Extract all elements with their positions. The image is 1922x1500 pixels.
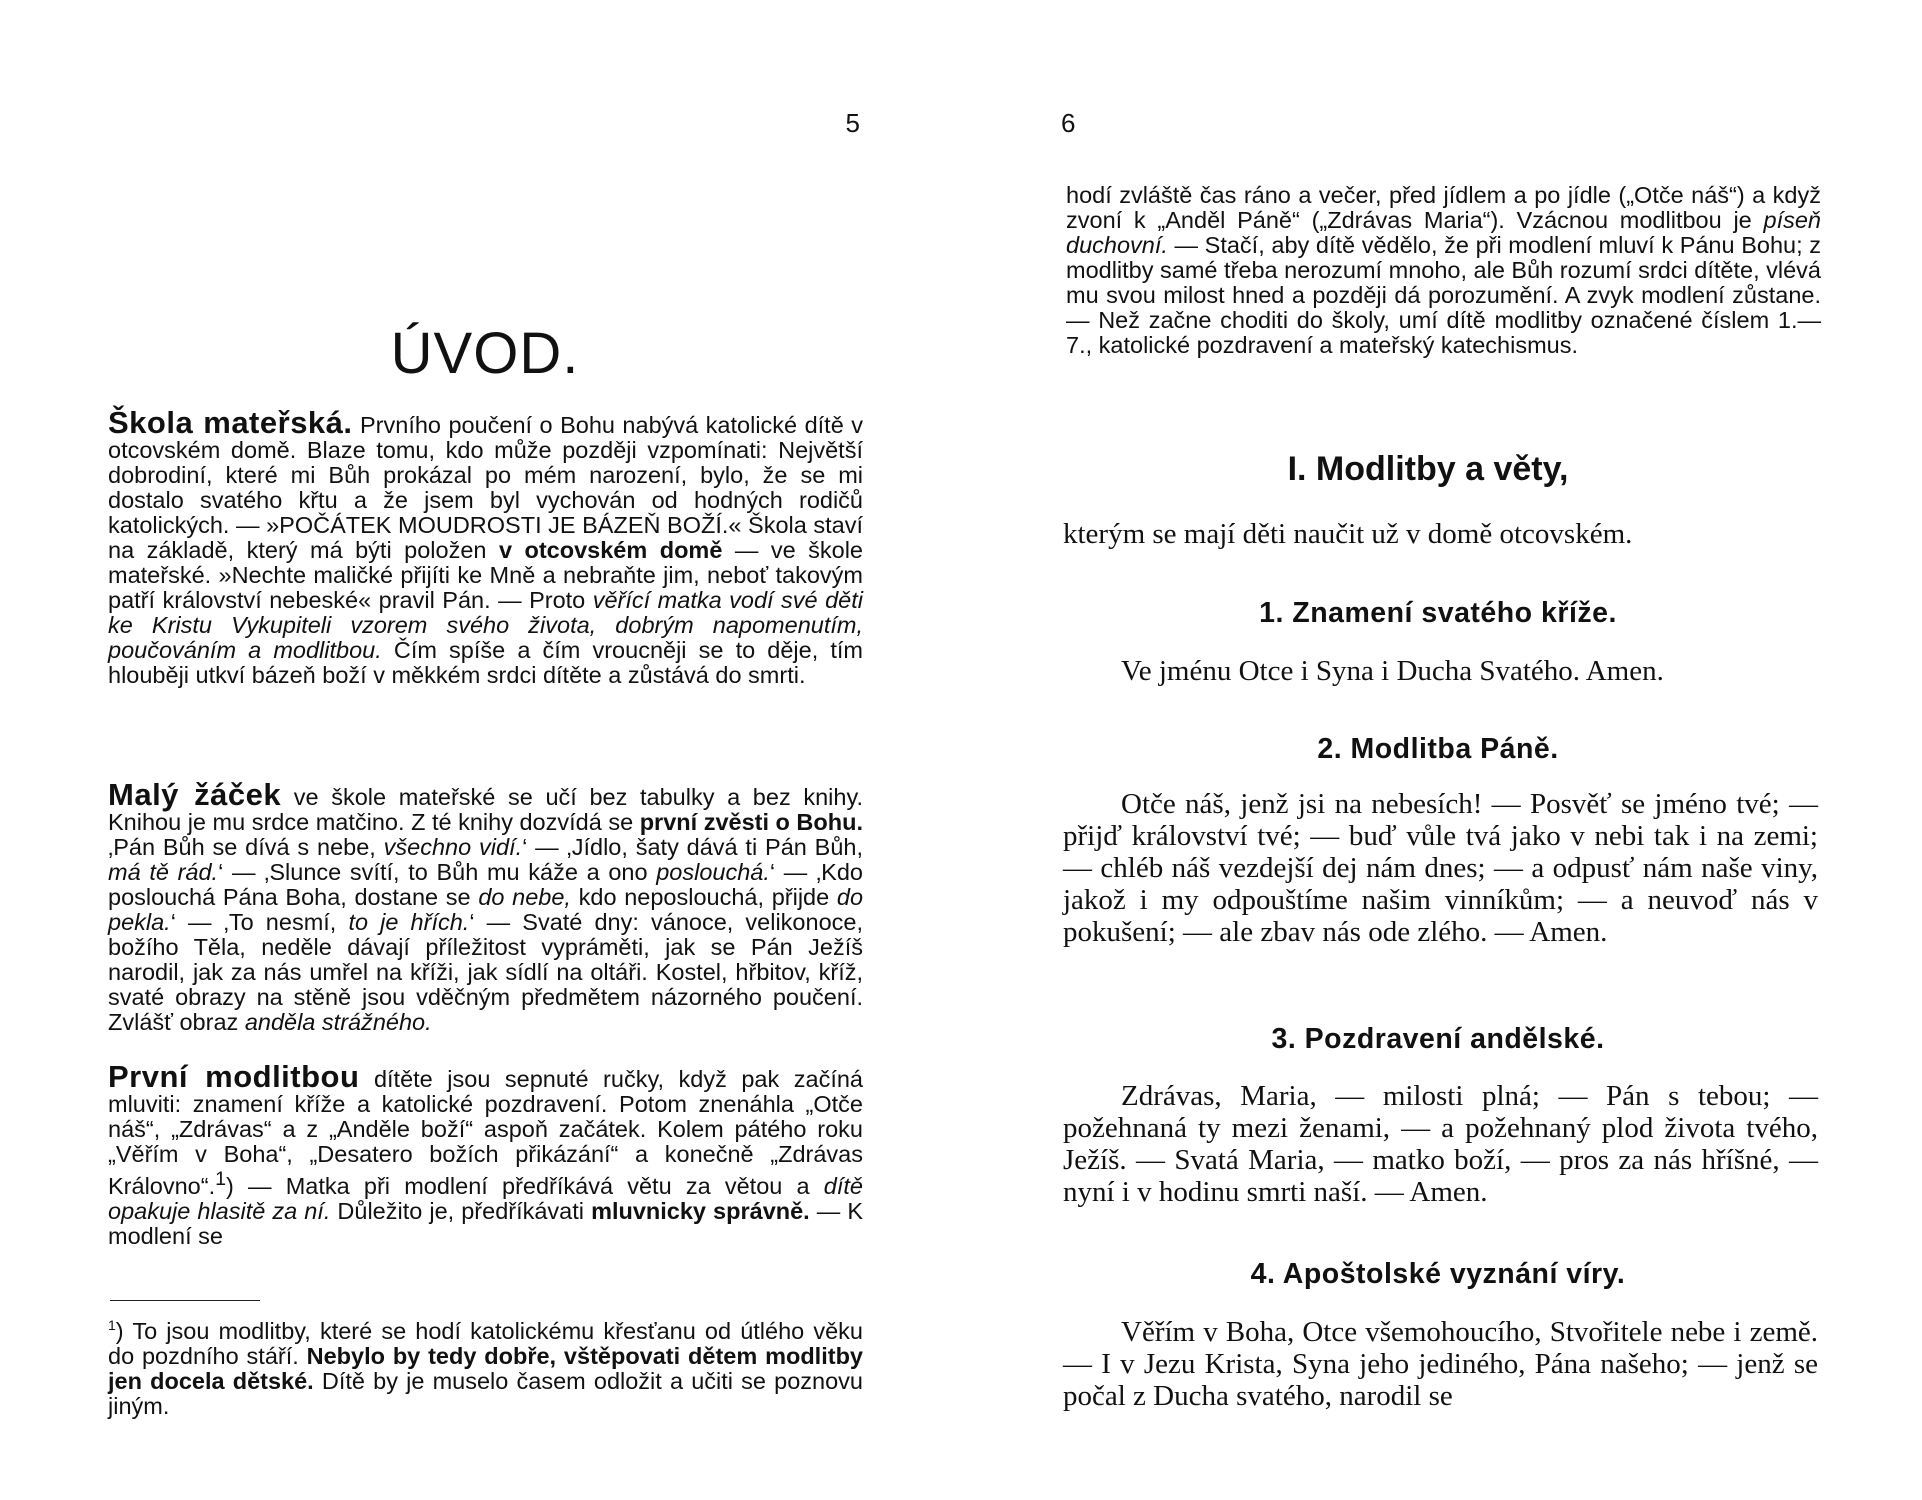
paragraph-text: ‘ — ‚Slunce svítí, to Bůh mu káže a ono: [218, 859, 657, 885]
paragraph-text: ve škole mateřské se učí bez tabulky a bez knihy. Knihou je mu srdce matčino. Z té knihy dozvídá se: [108, 784, 863, 835]
section-subtitle: kterým se mají děti naučit už v domě otcovském.: [1063, 518, 1633, 550]
page-number: 5: [845, 108, 860, 138]
paragraph-text: ‘ — ‚To nesmí,: [170, 909, 349, 935]
right-page: [1058, 0, 1821, 1500]
paragraph-text: ‘ — ‚Jídlo, šaty dává ti Pán Bůh,: [522, 834, 864, 860]
paragraph-text: ‘ — ‚Kdo poslouchá Pána Boha, dostane se: [108, 859, 863, 910]
emphasis-bold: mluvnicky správně.: [591, 1197, 810, 1224]
emphasis-italic: věřící matka vodí své děti ke Kristu Vykupiteli vzorem svého života, dobrým napomenutím, poučováním a modlitbou.: [108, 587, 863, 663]
emphasis-bold: první zvěsti o Bohu.: [639, 809, 863, 835]
emphasis-italic: má tě rád.: [108, 859, 219, 885]
prayer-heading: 4. Apoštolské vyznání víry.: [1250, 1258, 1626, 1290]
footnote: [108, 1313, 863, 1419]
prayer-text: [1063, 655, 1818, 687]
paragraph-text: — Stačí, aby dítě vědělo, že při modlení mluví k Pánu Bohu; z modlitby samé třeba nerozumí mnoho, ale Bůh rozumí srdci dítěte, vlévá mu svou milost hned a později dá porozumění. A zvyk modlení zůstane. — Než začne choditi do školy, umí dítě modlitby označené číslem 1.—7., katolické pozdravení a mateřský katechismus.: [1066, 232, 1821, 358]
prayer-heading: 1. Znamení svatého kříže.: [1259, 597, 1617, 629]
page-number: 6: [1061, 108, 1076, 138]
paragraph-prvni-modlitbou: [108, 1059, 863, 1249]
paragraph-text: hodí zvláště čas ráno a večer, před jídlem a po jídle („Otče náš“) a když zvoní k „Anděl Páně“ („Zdrávas Maria“). Vzácnou modlitbou je: [1066, 182, 1821, 233]
prayer-body: Ve jménu Otce i Syna i Ducha Svatého. Amen.: [1121, 655, 1664, 687]
emphasis-italic: do pekla.: [108, 884, 864, 935]
paragraph-text: ) — Matka při modlení předříkává větu za větou a: [226, 1172, 824, 1199]
prayer-text: [1063, 788, 1818, 948]
paragraph-skola-materska: [108, 405, 863, 688]
prayer-body: Věřím v Boha, Otce všemohoucího, Stvořitele nebe i země. — I v Jezu Krista, Syna jeho jediného, Pána našeho; — jenž se počal z Ducha svatého, narodil se: [1063, 1316, 1818, 1412]
paragraph-text: Čím spíše a čím vroucněji se to děje, tím hlouběji utkví bázeň boží v měkkém srdci dítěte a zůstává do smrti.: [108, 637, 863, 688]
prayer-heading: 2. Modlitba Páně.: [1317, 733, 1559, 765]
paragraph-text: kdo neposlouchá, přijde: [570, 884, 837, 910]
prayer-text: [1063, 1316, 1818, 1412]
paragraph-text: « Škola staví na základě, který má býti položen: [108, 512, 863, 563]
footnote-marker: 1: [108, 1317, 116, 1333]
prayer-body: Zdrávas, Maria, — milosti plná; — Pán s tebou; — požehnaná ty mezi ženami, — a požehnaný plod života tvého, Ježíš. — Svatá Maria, — matko boží, — pros za nás hříšné, — nyní i v hodinu smrti naší. — Amen.: [1063, 1080, 1818, 1208]
prayer-body: Otče náš, jenž jsi na nebesích! — Posvěť se jméno tvé; — přijď království tvé; — buď vůle tvá jako v nebi tak i na zemi; — chléb náš vezdejší dej nám dnes; — a odpusť nám naše viny, jakož i my odpouštíme našim vinníkům; — a neuvoď nás v pokušení; — ale zbav nás ode zlého. — Amen.: [1063, 788, 1818, 948]
emphasis-italic: do nebe,: [478, 884, 571, 910]
paragraph-continuation: [1066, 183, 1821, 358]
emphasis-italic: poslouchá.: [656, 859, 770, 885]
emphasis-bold: Nebylo by tedy dobře, vštěpovati dětem modlitby jen docela dětské.: [108, 1342, 863, 1394]
paragraph-text: Důležito je, předříkávati: [330, 1197, 592, 1224]
paragraph-text: dítěte jsou sepnuté ručky, když pak začíná mluviti: znamení kříže a katolické pozdravení. Potom znenáhla „Otče náš“, „Zdrávas“ a z „Anděle boží“ aspoň začátek. Kolem pátého roku „Věřím v Boha“, „Desatero božích přikázání“ a konečně „Zdrávas Královno“.: [108, 1066, 863, 1199]
emphasis-italic: všechno vidí.: [383, 834, 523, 860]
footnote-text: Dítě by je muselo časem odložit a učiti se poznovu jiným.: [108, 1367, 863, 1419]
paragraph-lead: Malý žáček: [108, 777, 282, 812]
paragraph-text: ‘ — Svaté dny: vánoce, velikonoce, božího Těla, neděle dávají příležitost vypráměti, jak se Pán Ježíš narodil, jak za nás umřel na kříži, jak sídlí na oltáři. Kostel, hřbitov, kříž, svaté obrazy na stěně jsou vděčným předmětem názorného poučení. Zvlášť obraz: [108, 909, 863, 1035]
paragraph-lead: Škola mateřská.: [108, 405, 353, 440]
prayer-text: [1063, 1080, 1818, 1208]
emphasis-bold: v otcovském domě: [498, 537, 723, 563]
section-heading: I. Modlitby a věty,: [1287, 450, 1569, 488]
emphasis-italic: dítě opakuje hlasitě za ní.: [108, 1172, 863, 1224]
footnote-divider: [110, 1300, 260, 1301]
paragraph-text: Prvního poučení o Bohu nabývá katolické dítě v otcovském domě. Blaze tomu, kdo může později vzpomínati: Největší dobrodiní, které mi Bůh prokázal po mém narození, bylo, že se mi dostalo svatého křtu a že jsem byl vychován od hodných rodičů katolických. — »: [108, 412, 863, 538]
paragraph-text: ‚Pán Bůh se dívá s nebe,: [108, 834, 384, 860]
left-page: [100, 0, 870, 1500]
footnote-marker: 1: [215, 1168, 226, 1190]
emphasis-caps: POČÁTEK MOUDROSTI JE BÁZEŇ BOŽÍ.: [279, 512, 729, 538]
paragraph-text: — ve škole mateřské. »Nechte maličké přijíti ke Mně a nebraňte jim, neboť takovým patří království nebeské« pravil Pán. — Proto: [108, 537, 863, 613]
emphasis-italic: anděla strážného.: [244, 1009, 432, 1035]
prayer-heading: 3. Pozdravení andělské.: [1271, 1023, 1605, 1055]
footnote-text: ) To jsou modlitby, které se hodí katolickému křesťanu od útlého věku do pozdního stáří.: [108, 1317, 863, 1369]
emphasis-italic: píseň duchovní.: [1066, 207, 1821, 258]
paragraph-lead: První modlitbou: [108, 1059, 360, 1094]
paragraph-maly-zacek: [108, 777, 864, 1035]
chapter-title: ÚVOD.: [390, 321, 580, 386]
paragraph-text: — K modlení se: [108, 1197, 863, 1249]
emphasis-italic: to je hřích.: [348, 909, 470, 935]
